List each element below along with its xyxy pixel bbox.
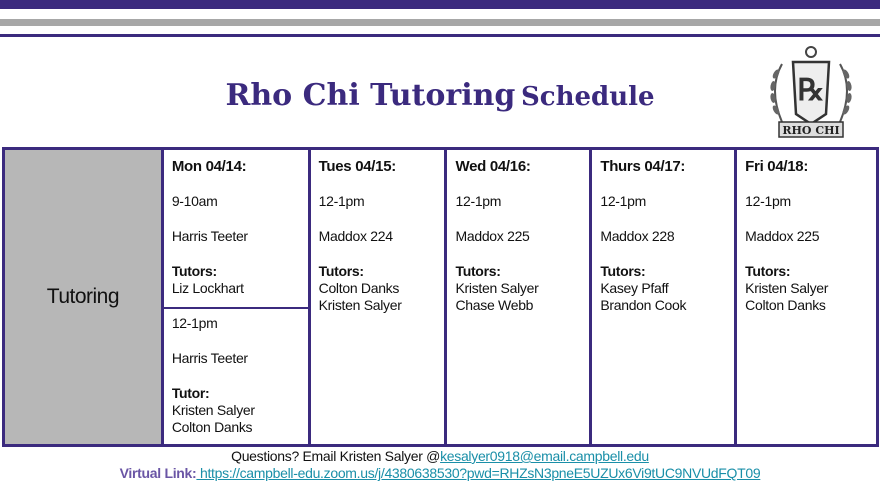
day-column-thu bbox=[592, 150, 737, 444]
tutors-label: Tutor: bbox=[171, 385, 210, 401]
slot-time: 12-1pm bbox=[171, 315, 218, 331]
tutor-name: Colton Danks bbox=[171, 419, 253, 435]
day-header: Wed 04/16: bbox=[455, 158, 531, 175]
day-header: Thurs 04/17: bbox=[600, 158, 686, 175]
slot-location: Maddox 225 bbox=[745, 228, 820, 244]
tutor-name: Liz Lockhart bbox=[171, 280, 244, 296]
top-purple-bar bbox=[0, 0, 880, 9]
tutor-name: Kristen Salyer bbox=[745, 280, 829, 296]
tutor-name: Kristen Salyer bbox=[455, 280, 539, 296]
slot-time: 12-1pm bbox=[745, 193, 791, 209]
day-column-fri bbox=[737, 150, 876, 444]
day-column-wed bbox=[447, 150, 592, 444]
tutors-label: Tutors: bbox=[171, 263, 217, 279]
day-header: Fri 04/18: bbox=[745, 158, 809, 175]
tutor-name: Colton Danks bbox=[318, 280, 400, 296]
tutor-name: Chase Webb bbox=[455, 297, 534, 313]
gray-bar bbox=[0, 19, 880, 26]
logo-text: RHO CHI bbox=[782, 124, 840, 137]
slot-location: Harris Teeter bbox=[171, 350, 248, 366]
title-sub: Schedule bbox=[520, 82, 655, 112]
tutor-name: Brandon Cook bbox=[600, 297, 687, 313]
slot-time: 12-1pm bbox=[600, 193, 646, 209]
day-column-mon bbox=[164, 150, 311, 444]
title-main: Rho Chi Tutoring bbox=[225, 78, 516, 113]
tutors-label: Tutors: bbox=[600, 263, 646, 279]
row-label-cell bbox=[5, 150, 164, 444]
schedule-table bbox=[2, 147, 879, 447]
day-header: Tues 04/15: bbox=[318, 158, 396, 175]
page-title bbox=[0, 78, 880, 113]
mon-slot-2 bbox=[164, 309, 308, 436]
contact-line bbox=[0, 448, 880, 464]
tutors-label: Tutors: bbox=[745, 263, 791, 279]
mon-slot-1 bbox=[164, 150, 308, 309]
tutors-label: Tutors: bbox=[455, 263, 501, 279]
tutor-name: Colton Danks bbox=[745, 297, 826, 313]
slot-time: 12-1pm bbox=[455, 193, 502, 209]
slot-time: 9-10am bbox=[171, 193, 218, 209]
slot-location: Maddox 225 bbox=[455, 228, 530, 244]
zoom-link[interactable]: https://campbell-edu.zoom.us/j/4380638530?pwd=RHZsN3pneE5UZUx6Vi9tUC9NVUdFQT09 bbox=[196, 465, 761, 481]
tutor-name: Kristen Salyer bbox=[318, 297, 402, 313]
thin-purple-bar bbox=[0, 34, 880, 37]
svg-text:℞: ℞ bbox=[797, 73, 825, 108]
contact-text: Questions? Email Kristen Salyer @ bbox=[231, 448, 441, 464]
email-link[interactable]: kesalyer0918@email.campbell.edu bbox=[440, 448, 649, 464]
tutor-name: Kristen Salyer bbox=[171, 402, 255, 418]
slot-time: 12-1pm bbox=[318, 193, 365, 209]
day-header: Mon 04/14: bbox=[171, 158, 247, 175]
tutor-name: Kasey Pfaff bbox=[600, 280, 669, 296]
slot-location: Maddox 224 bbox=[318, 228, 393, 244]
slot-location: Maddox 228 bbox=[600, 228, 675, 244]
day-column-tue bbox=[311, 150, 448, 444]
slot-location: Harris Teeter bbox=[171, 228, 248, 244]
virtual-link-line bbox=[0, 465, 880, 481]
tutors-label: Tutors: bbox=[318, 263, 364, 279]
virtual-link-label: Virtual Link: bbox=[119, 465, 197, 481]
rho-chi-logo bbox=[760, 44, 862, 144]
row-label: Tutoring bbox=[46, 285, 120, 308]
